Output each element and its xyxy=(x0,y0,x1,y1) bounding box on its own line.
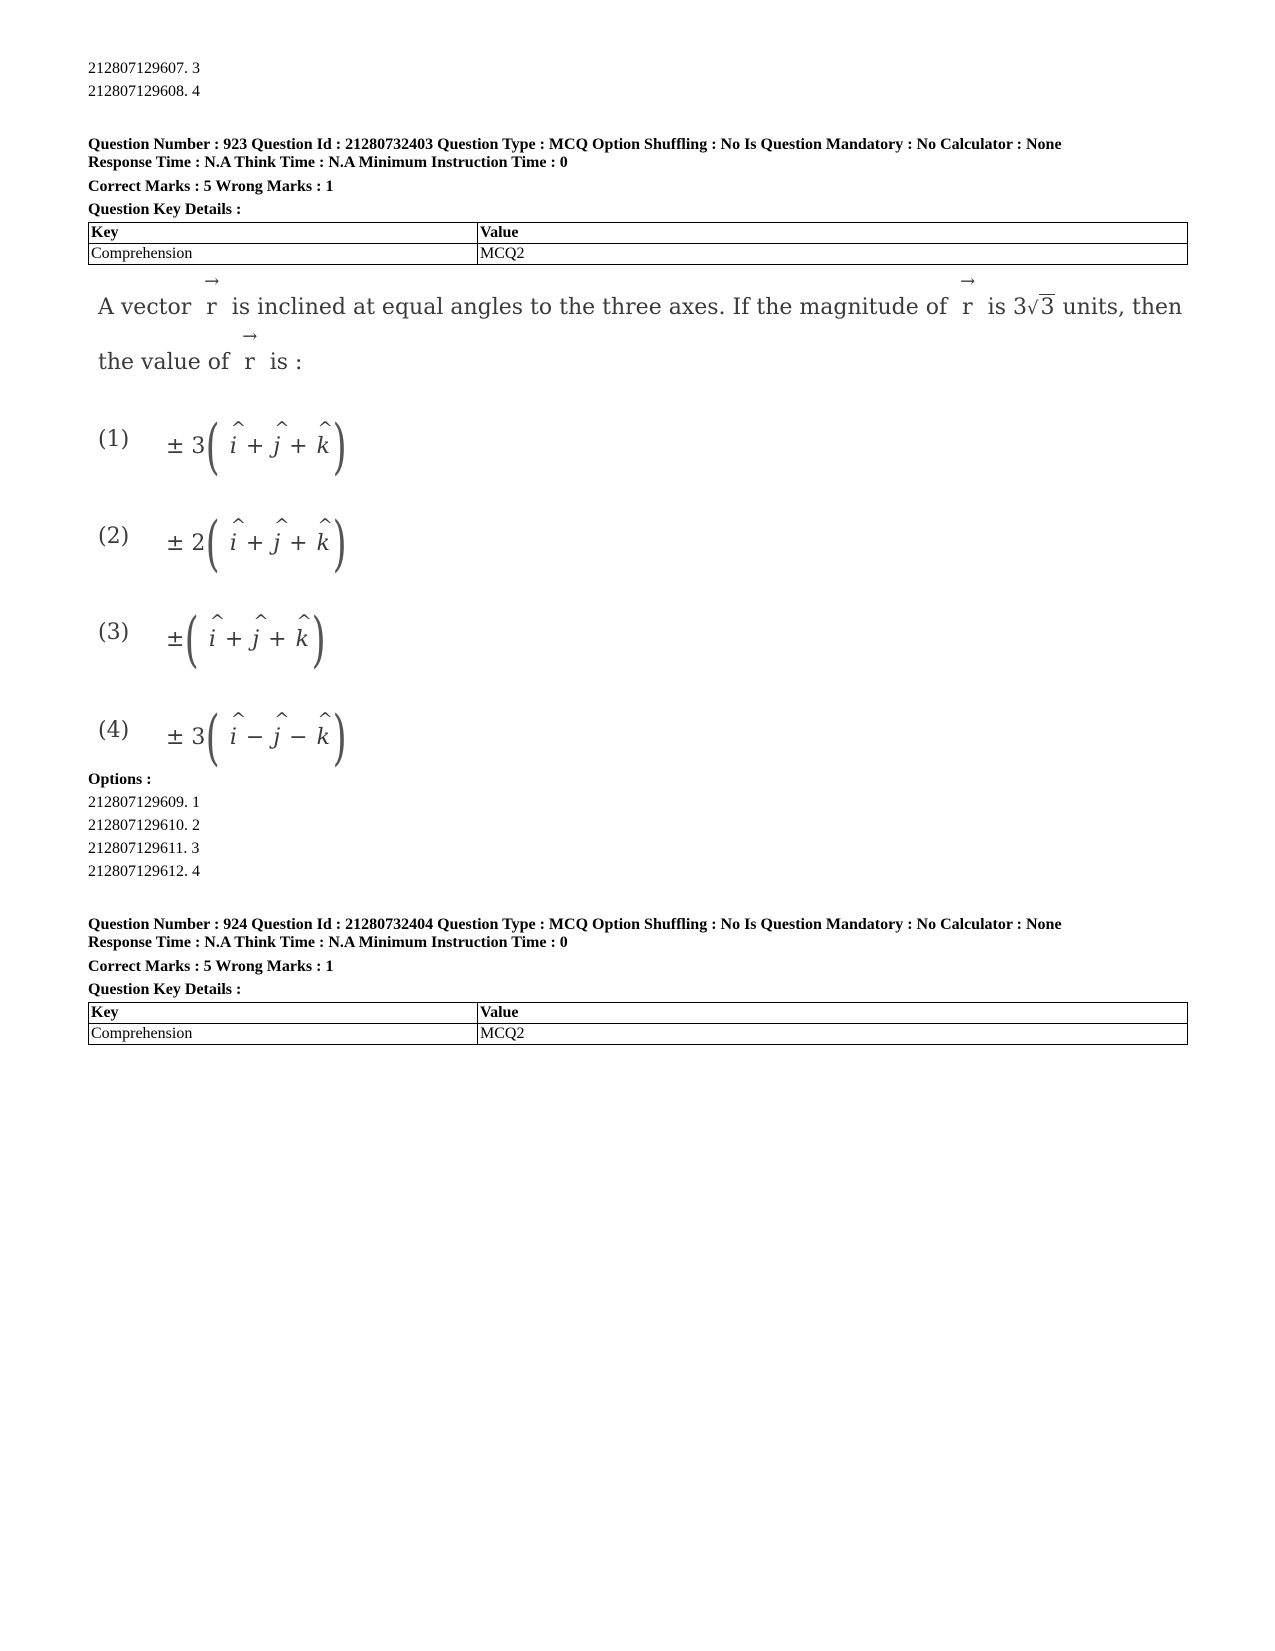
choice-number: (1) xyxy=(98,427,130,452)
sqrt-argument: 3 xyxy=(1040,295,1055,320)
question-text-part4: units, then xyxy=(1062,295,1183,320)
unit-vector-i: ^ i xyxy=(209,627,216,652)
choice-coefficient: ± xyxy=(166,627,185,652)
q923-marks: Correct Marks : 5 Wrong Marks : 1 xyxy=(88,178,334,195)
question-text-part2: is inclined at equal angles to the three axes. If the magnitude of xyxy=(231,295,948,320)
table-row xyxy=(89,1024,1188,1045)
table-header-row xyxy=(89,223,1188,244)
unit-vector-j: ^ j xyxy=(273,531,280,556)
unit-vector-i: ^ i xyxy=(230,434,237,459)
unit-vector-k: ^ k xyxy=(317,725,330,750)
q924-marks: Correct Marks : 5 Wrong Marks : 1 xyxy=(88,958,334,975)
choice-expression: ± 2( ^ i + ^ j + ^ k) xyxy=(166,524,347,564)
question-text-part1: A vector xyxy=(98,295,192,320)
prev-option-3: 212807129607. 3 xyxy=(88,60,200,77)
unit-vector-i: ^ i xyxy=(230,725,237,750)
question-text-line2-b: is : xyxy=(269,350,303,375)
operator: + xyxy=(224,627,244,652)
q923-option-3: 212807129611. 3 xyxy=(88,840,200,857)
q923-option-2: 212807129610. 2 xyxy=(88,817,200,834)
choice-coefficient: ± 2 xyxy=(166,531,206,556)
vector-letter: r xyxy=(962,295,973,320)
table-header-value: Value xyxy=(478,1003,1188,1024)
unit-vector-k: ^ k xyxy=(317,531,330,556)
vector-arrow: → xyxy=(242,326,258,347)
q923-meta-line2: Response Time : N.A Think Time : N.A Minimum Instruction Time : 0 xyxy=(88,154,568,171)
q923-meta-line1: Question Number : 923 Question Id : 21280732403 Question Type : MCQ Option Shuffling : No Is Question Mandatory : No Calculator : None xyxy=(88,136,1062,153)
vector-r xyxy=(242,326,258,375)
table-cell-value: MCQ2 xyxy=(478,244,1188,265)
unit-vector-j: ^ j xyxy=(273,725,280,750)
q923-options-label: Options : xyxy=(88,771,152,788)
q923-key-table xyxy=(88,222,1188,265)
q923-key-details-label: Question Key Details : xyxy=(88,201,242,218)
vector-arrow: → xyxy=(204,271,220,292)
operator: + xyxy=(289,531,308,556)
unit-vector-k: ^ k xyxy=(296,627,309,652)
table-cell-key: Comprehension xyxy=(89,244,478,265)
choice-number: (2) xyxy=(98,524,130,549)
q924-meta-line2: Response Time : N.A Think Time : N.A Minimum Instruction Time : 0 xyxy=(88,934,568,951)
operator: − xyxy=(289,725,308,750)
table-header-key: Key xyxy=(89,1003,478,1024)
q923-option-1: 212807129609. 1 xyxy=(88,794,200,811)
choice-coefficient: ± 3 xyxy=(166,725,206,750)
question-text-line2 xyxy=(98,326,303,375)
q924-key-table xyxy=(88,1002,1188,1045)
operator: − xyxy=(245,725,265,750)
choice-number: (3) xyxy=(98,620,130,645)
q924-meta-line1: Question Number : 924 Question Id : 21280732404 Question Type : MCQ Option Shuffling : No Is Question Mandatory : No Calculator : None xyxy=(88,916,1062,933)
operator: + xyxy=(289,434,308,459)
operator: + xyxy=(245,531,265,556)
table-header-key: Key xyxy=(89,223,478,244)
q924-key-details-label: Question Key Details : xyxy=(88,981,242,998)
question-text-line2-a: the value of xyxy=(98,350,230,375)
operator: + xyxy=(268,627,287,652)
question-text-line1: A vector → r is inclined at equal angles to the three axes. If the magnitude of → r is 3√3 units, then xyxy=(98,271,1183,320)
prev-option-4: 212807129608. 4 xyxy=(88,83,200,100)
table-header-value: Value xyxy=(478,223,1188,244)
operator: + xyxy=(245,434,265,459)
q923-option-4: 212807129612. 4 xyxy=(88,863,200,880)
vector-arrow: → xyxy=(960,271,976,292)
unit-vector-j: ^ j xyxy=(273,434,280,459)
vector-letter: r xyxy=(206,295,217,320)
choice-expression: ±( ^ i + ^ j + ^ k) xyxy=(166,620,326,660)
unit-vector-j: ^ j xyxy=(252,627,259,652)
choice-expression: ± 3( ^ i + ^ j + ^ k) xyxy=(166,427,347,467)
table-row xyxy=(89,244,1188,265)
choice-number: (4) xyxy=(98,718,130,743)
vector-r xyxy=(960,271,976,320)
vector-r xyxy=(204,271,220,320)
question-text-part3: is 3 xyxy=(987,295,1027,320)
vector-letter: r xyxy=(244,350,255,375)
choice-expression: ± 3( ^ i − ^ j − ^ k) xyxy=(166,718,347,758)
table-cell-value: MCQ2 xyxy=(478,1024,1188,1045)
unit-vector-k: ^ k xyxy=(317,434,330,459)
choice-coefficient: ± 3 xyxy=(166,434,206,459)
table-header-row xyxy=(89,1003,1188,1024)
unit-vector-i: ^ i xyxy=(230,531,237,556)
q923-question-image xyxy=(88,271,1198,773)
table-cell-key: Comprehension xyxy=(89,1024,478,1045)
